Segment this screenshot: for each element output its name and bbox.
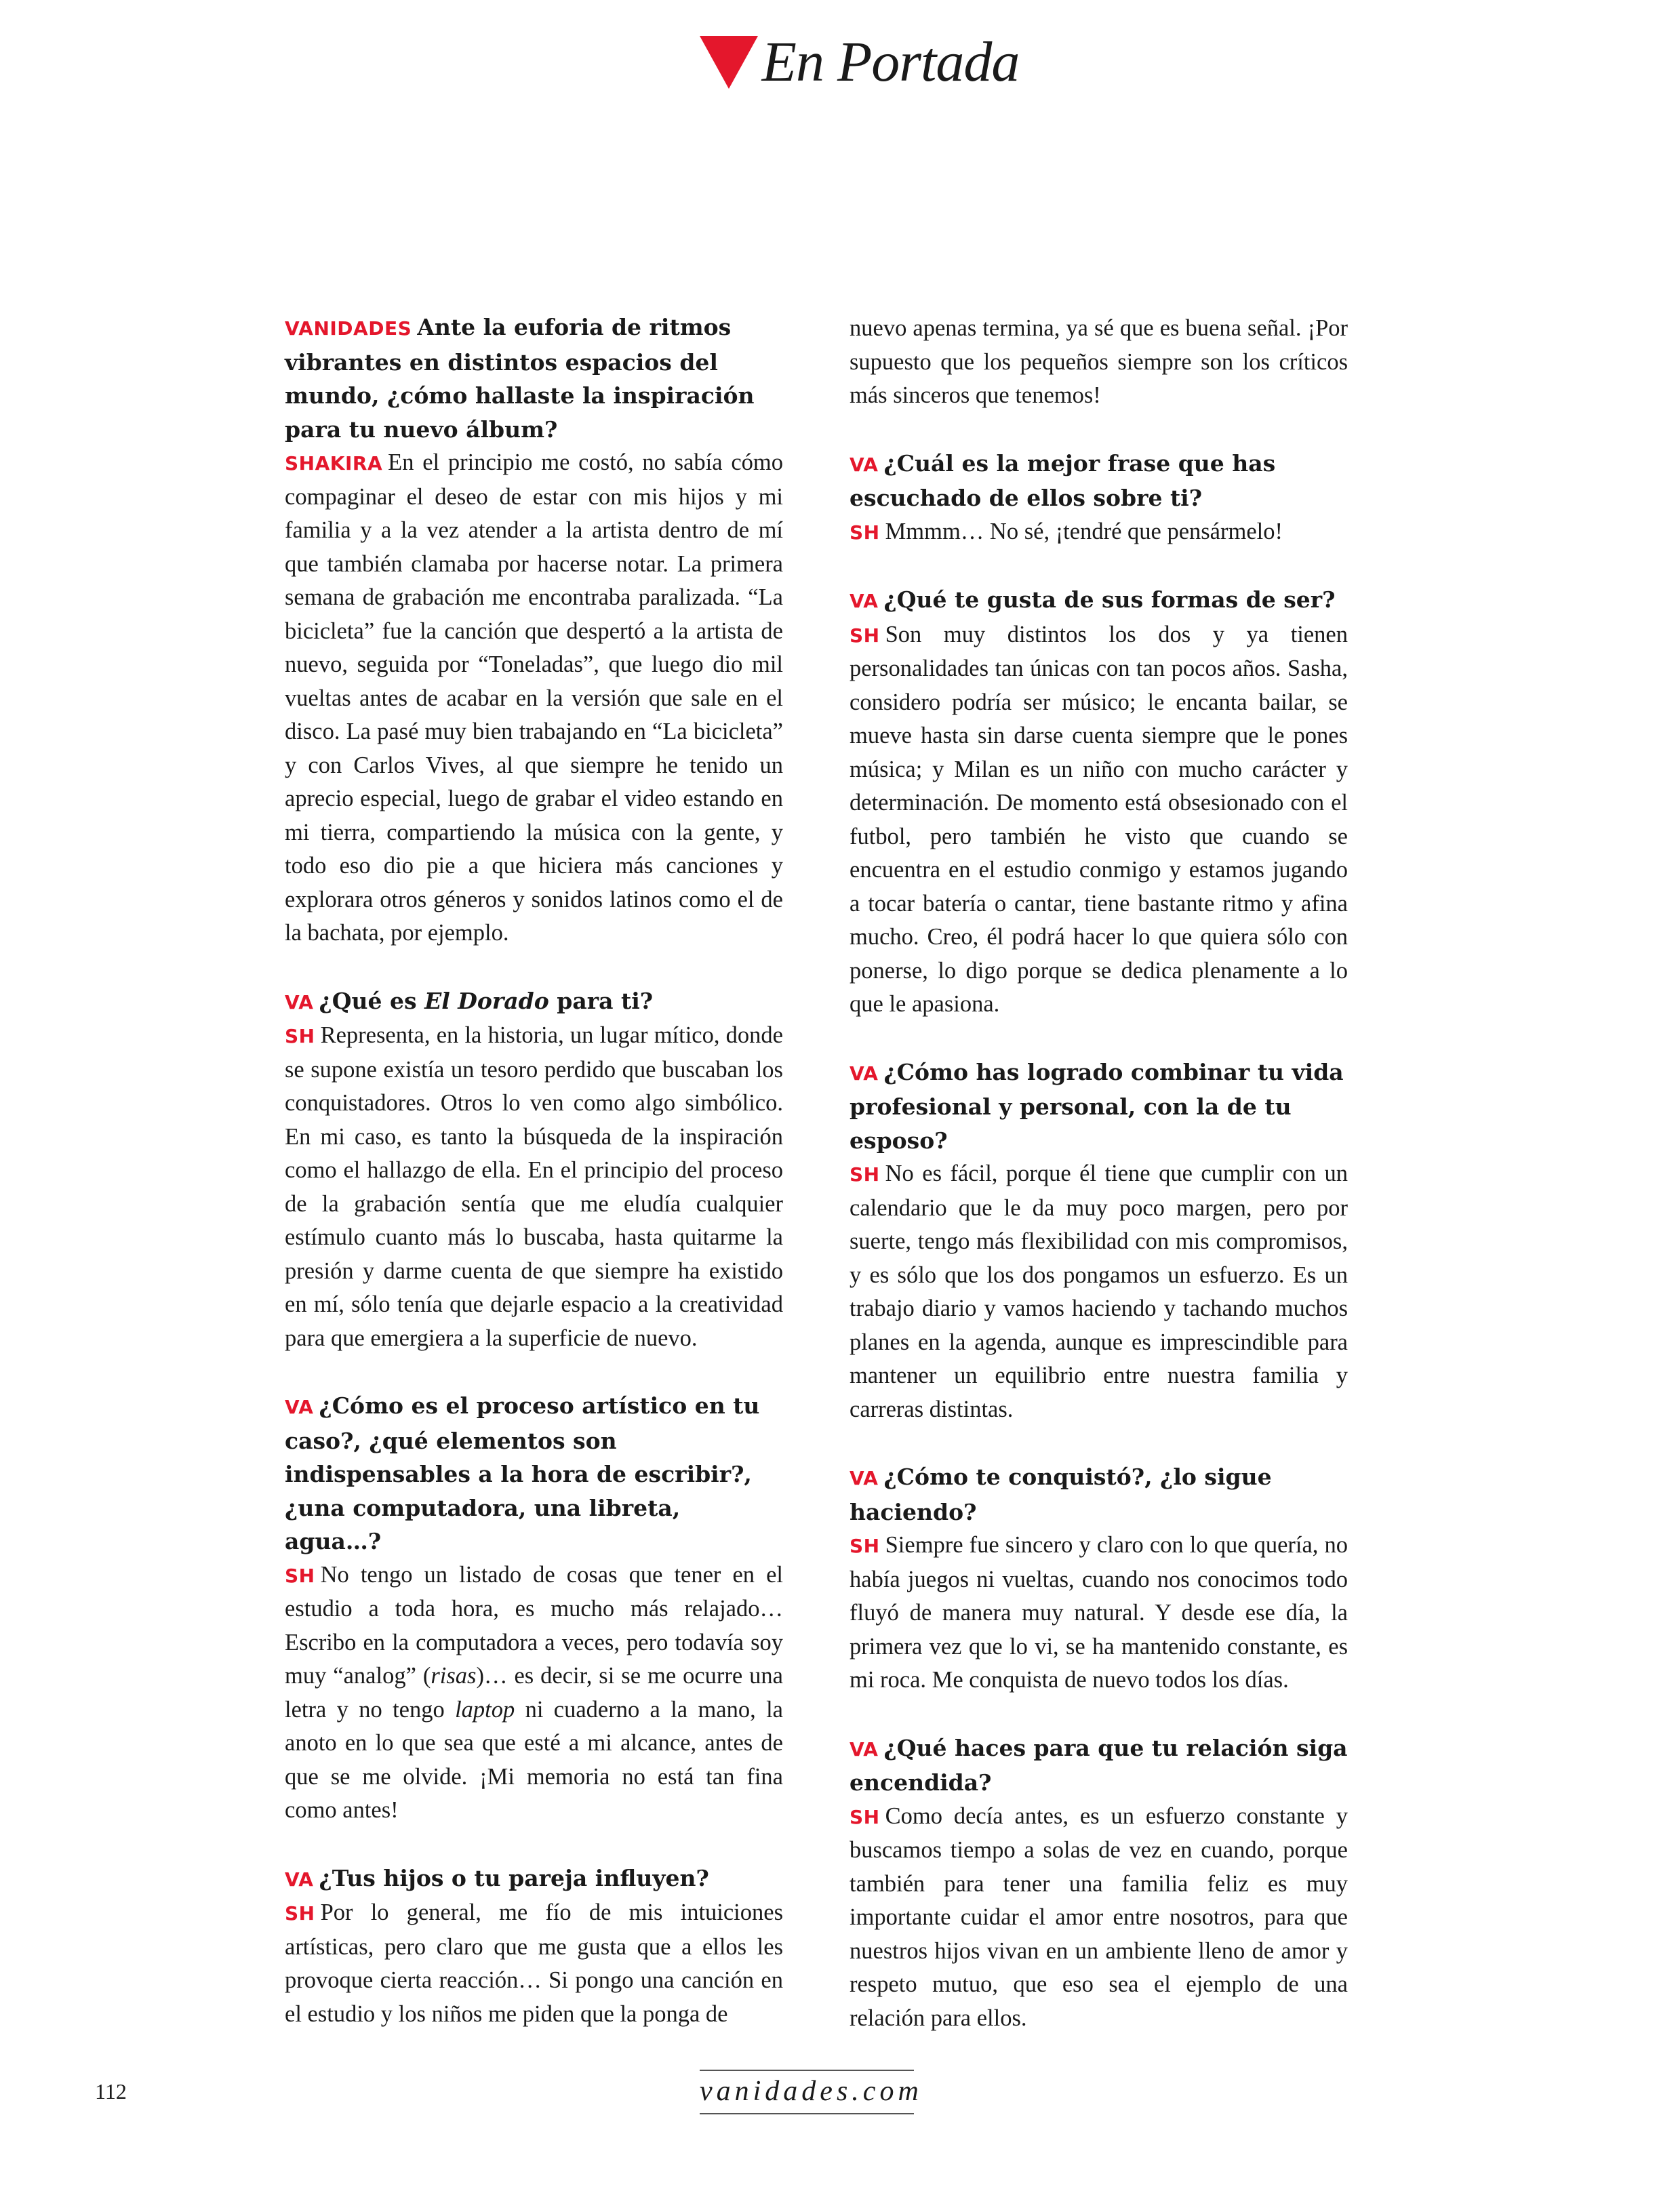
question-text: ¿Cómo te conquistó?, ¿lo sigue haciendo?	[850, 1464, 1272, 1525]
page-number: 112	[95, 2079, 127, 2104]
question-text: ¿Cómo es el proceso artístico en tu caso?, ¿qué elementos son indispensables a la hora de escribir?, ¿una computadora, una libreta, agua…?	[285, 1392, 760, 1554]
answer-italic: laptop	[455, 1696, 515, 1723]
speaker-label: VA	[850, 1062, 879, 1085]
question-text: ¿Cuál es la mejor frase que has escuchado de ellos sobre ti?	[850, 449, 1276, 511]
answer-text: )… es decir, si se me ocurre una letra y no tengo	[285, 1663, 783, 1723]
answer-text: No tengo un listado de cosas que tener en el estudio a toda hora, es mucho más relajado… Escribo en la computadora a veces, pero todavía soy muy “analog” (	[285, 1561, 783, 1689]
answer	[850, 1529, 1348, 1697]
answer-text: Siempre fue sincero y claro con lo que quería, no había juegos ni vueltas, cuando nos conocimos todo fluyó de manera muy natural. Y desde ese día, la primera vez que lo vi, se ha mantenido constante, es mi roca. Me conquista de nuevo todos los días.	[850, 1532, 1348, 1693]
album-title: El Dorado	[424, 987, 549, 1014]
answer	[850, 1157, 1348, 1426]
qa-block	[285, 310, 783, 950]
question	[850, 447, 1348, 515]
answer	[850, 1800, 1348, 2036]
question-text: para ti?	[548, 987, 654, 1014]
question	[850, 1731, 1348, 1800]
speaker-label: SH	[850, 1163, 880, 1186]
speaker-label: SH	[850, 1805, 880, 1828]
qa-block	[850, 447, 1348, 550]
qa-block	[285, 1862, 783, 2032]
answer-text: Por lo general, me fío de mis intuiciones artísticas, pero claro que me gusta que a ellos les provoque cierta reacción… Si pongo una canción en el estudio y los niños me piden que la ponga de	[285, 1899, 783, 2027]
speaker-label: VA	[285, 1396, 314, 1418]
speaker-label: VA	[285, 1868, 314, 1891]
question-text: ¿Tus hijos o tu pareja influyen?	[319, 1864, 709, 1891]
qa-block	[850, 583, 1348, 1022]
answer-text: Como decía antes, es un esfuerzo constante y buscamos tiempo a solas de vez en cuando, porque también para tener una familia feliz es muy importante cuidar el amor entre nosotros, para que nuestros hijos vivan en un ambiente lleno de amor y respeto mutuo, que eso sea el ejemplo de una relación para ellos.	[850, 1803, 1348, 2031]
answer	[285, 1559, 783, 1828]
question	[850, 1460, 1348, 1529]
speaker-label: SH	[850, 624, 880, 647]
question	[850, 583, 1348, 618]
speaker-label: SH	[850, 1535, 880, 1557]
answer	[285, 446, 783, 950]
qa-block	[285, 984, 783, 1356]
qa-block	[850, 1731, 1348, 2036]
left-column	[285, 310, 783, 2065]
qa-block	[850, 1460, 1348, 1697]
answer-text: Mmmm… No sé, ¡tendré que pensármelo!	[885, 518, 1283, 544]
question-text: ¿Qué haces para que tu relación siga encendida?	[850, 1734, 1348, 1796]
qa-block	[285, 1389, 783, 1828]
answer	[850, 515, 1348, 550]
speaker-label: VA	[850, 453, 879, 476]
question-text: ¿Cómo has logrado combinar tu vida profesional y personal, con la de tu esposo?	[850, 1058, 1344, 1154]
answer-text: ni cuaderno a la mano, la anoto en lo que sea que esté a mi alcance, antes de que se me olvide. ¡Mi memoria no está tan fina como antes!	[285, 1696, 783, 1823]
right-column	[850, 312, 1348, 2069]
answer	[285, 1896, 783, 2031]
speaker-label: VA	[850, 590, 879, 612]
speaker-label: SH	[850, 521, 880, 544]
speaker-label: SHAKIRA	[285, 452, 383, 475]
speaker-label: VA	[285, 990, 314, 1013]
speaker-label: SH	[285, 1564, 315, 1587]
answer	[850, 618, 1348, 1022]
answer-text: Son muy distintos los dos y ya tienen personalidades tan únicas con tan pocos años. Sasha, considero podría ser músico; le encanta bailar, se mueve hasta sin darse cuenta siempre que le pones música; y Milan es un niño con mucho carácter y determinación. De momento está obsesionado con el futbol, pero también he visto que cuando se encuentra en el estudio conmigo y estamos jugando a tocar batería o cantar, tiene bastante ritmo y afina mucho. Creo, él podrá hacer lo que quiera sólo con ponerse, lo digo porque se dedica plenamente a lo que le apasiona.	[850, 621, 1348, 1017]
question	[285, 984, 783, 1020]
section-title: En Portada	[761, 31, 1020, 94]
question-text: Ante la euforia de ritmos vibrantes en distintos espacios del mundo, ¿cómo hallaste la inspiración para tu nuevo álbum?	[285, 314, 755, 443]
qa-block	[850, 1055, 1348, 1427]
answer	[285, 1019, 783, 1355]
question	[285, 1862, 783, 1897]
question	[285, 1389, 783, 1559]
question-text: ¿Qué es	[319, 987, 425, 1014]
question	[285, 310, 783, 446]
question-text: ¿Qué te gusta de sus formas de ser?	[883, 586, 1336, 613]
page-header	[0, 31, 1678, 94]
question	[850, 1055, 1348, 1158]
answer-continuation: nuevo apenas termina, ya sé que es buena señal. ¡Por supuesto que los pequeños siempre son los críticos más sinceros que tenemos!	[850, 315, 1348, 408]
speaker-label: VA	[850, 1737, 879, 1761]
speaker-label: VA	[850, 1467, 879, 1489]
website-footer[interactable]: vanidades.com	[700, 2070, 914, 2114]
triangle-icon	[700, 36, 758, 89]
answer-text: Representa, en la historia, un lugar mítico, donde se supone existía un tesoro perdido que buscaban los conquistadores. Otros lo ven como algo simbólico. En mi caso, es tanto la búsqueda de la inspiración como el hallazgo de ella. En el principio del proceso de la grabación sentía que me eludía cualquier estímulo cuanto más lo buscaba, hasta quitarme la presión y darme cuenta de que siempre ha existido en mí, sólo tenía que dejarle espacio a la creatividad para que emergiera a la superficie de nuevo.	[285, 1022, 783, 1351]
answer-text: No es fácil, porque él tiene que cumplir con un calendario que le da muy poco margen, pero por suerte, tengo más flexibilidad con mis compromisos, y es sólo que los dos pongamos un esfuerzo. Es un trabajo diario y vamos haciendo y tachando muchos planes en la agenda, aunque es imprescindible para mantener un equilibrio entre nuestra familia y carreras distintas.	[850, 1161, 1348, 1422]
speaker-label: SH	[285, 1902, 315, 1925]
speaker-label: SH	[285, 1025, 315, 1047]
answer-text: En el principio me costó, no sabía cómo compaginar el deseo de estar con mis hijos y mi familia y a la vez atender a la artista dentro de mí que también clamaba por hacerse notar. La primera semana de grabación me encontraba paralizada. “La bicicleta” fue la canción que despertó a la artista de nuevo, seguida por “Toneladas”, que luego dio mil vueltas antes de acabar en la versión que sale en el disco. La pasé muy bien trabajando en “La bicicleta” y con Carlos Vives, al que siempre he tenido un aprecio especial, luego de grabar el video estando en mi tierra, compartiendo la música con la gente, y todo eso dio pie a que hiciera más canciones y explorara otros géneros y sonidos latinos como el de la bachata, por ejemplo.	[285, 449, 783, 946]
answer-italic: risas	[431, 1663, 477, 1689]
speaker-label: VANIDADES	[285, 317, 412, 340]
